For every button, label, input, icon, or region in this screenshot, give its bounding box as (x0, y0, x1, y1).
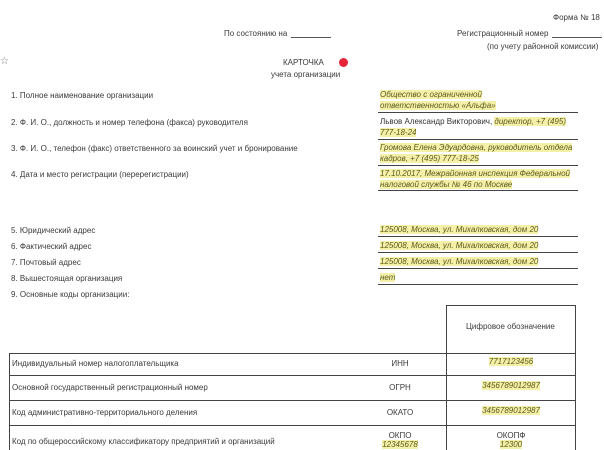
field-3-value-line2: кадров, +7 (495) 777-18-25 (380, 154, 479, 163)
field-3-value-line1: Громова Елена Эдуардовна, руководитель отдела (380, 143, 573, 152)
codes-row-code: ИНН (391, 359, 409, 368)
field-7-underline (378, 268, 578, 269)
field-1-underline (378, 112, 578, 113)
codes-row-code: ОГРН (389, 383, 411, 392)
card-subtitle: учета организации (271, 70, 341, 79)
codes-row-code2: ОКОПФ (496, 431, 526, 440)
field-8-underline (378, 284, 578, 285)
table-border (9, 353, 575, 354)
codes-row-value2-text: 12300 (499, 440, 523, 449)
codes-row-name: Индивидуальный номер налогоплательщика (12, 359, 179, 368)
as-of-label: По состоянию на (224, 29, 288, 38)
red-dot-marker (339, 58, 348, 67)
field-8-value (380, 272, 395, 283)
codes-row-value (447, 357, 575, 366)
table-border (9, 353, 10, 450)
card-title: КАРТОЧКА (283, 58, 324, 67)
field-1-value-line1: Общество с ограниченной (380, 90, 482, 99)
field-1-value-line2: ответственностью «Альфа» (380, 101, 496, 110)
table-border (446, 305, 447, 450)
field-5-value-line1: 125008, Москва, ул. Михалковская, дом 20 (380, 225, 539, 234)
reg-number-blank (552, 37, 602, 38)
codes-row-name: Код по общероссийскому классификатору предприятий и организаций (12, 437, 275, 446)
table-border (9, 425, 575, 426)
field-2-value-line2: 777-18-24 (380, 128, 417, 137)
field-7-value-line1: 125008, Москва, ул. Михалковская, дом 20 (380, 257, 539, 266)
reg-number-label: Регистрационный номер (457, 29, 549, 38)
table-border (446, 305, 575, 306)
field-6-underline (378, 252, 578, 253)
field-3-underline (378, 165, 578, 166)
field-8-value-line1: нет (380, 273, 396, 282)
field-6-value (380, 240, 538, 251)
star-icon: ☆ (0, 56, 9, 67)
field-7-value (380, 256, 538, 267)
field-2-value (380, 116, 566, 138)
codes-row-value-text: 12345678 (382, 440, 418, 449)
field-2-value-plain: Львов Александр Викторович, (380, 117, 493, 126)
codes-row-value2 (447, 440, 575, 449)
codes-row-value-text: 7717123456 (488, 357, 534, 366)
field-1-value (380, 89, 496, 111)
field-2-label: 2. Ф. И. О., должность и номер телефона (факса) руководителя (11, 118, 248, 127)
codes-table-header: Цифровое обозначение (466, 322, 555, 331)
field-6-value-line1: 125008, Москва, ул. Михалковская, дом 20 (380, 241, 539, 250)
codes-row-value (447, 381, 575, 390)
codes-row-name: Код административно-территориального деления (12, 408, 198, 417)
field-4-label: 4. Дата и место регистрации (перерегистрации) (11, 170, 189, 179)
codes-row-code: ОКАТО (386, 408, 414, 417)
codes-row-code: ОКПО (388, 431, 412, 440)
field-7-label: 7. Почтовый адрес (11, 258, 81, 267)
table-border (575, 305, 576, 450)
field-2-underline (378, 139, 578, 140)
field-4-underline (378, 190, 578, 191)
as-of-blank (291, 37, 331, 38)
field-6-label: 6. Фактический адрес (11, 242, 92, 251)
codes-row-value-text: 3456789012987 (482, 381, 540, 390)
field-3-label: 3. Ф. И. О., телефон (факс) ответственного за воинский учет и бронирование (11, 144, 298, 153)
codes-row-name: Основной государственный регистрационный номер (12, 383, 208, 392)
codes-row-value (360, 440, 440, 449)
field-8-label: 8. Вышестоящая организация (11, 274, 123, 283)
field-5-value (380, 224, 538, 235)
field-3-value (380, 142, 572, 164)
reg-number-sublabel: (по учету районной комиссии) (487, 42, 599, 51)
table-border (9, 375, 575, 376)
field-5-label: 5. Юридический адрес (11, 226, 96, 235)
field-1-label: 1. Полное наименование организации (11, 91, 154, 100)
field-4-value (380, 168, 570, 190)
field-4-value-line1: 17.10.2017, Межрайонная инспекция Федеральной (380, 169, 570, 178)
table-border (9, 400, 575, 401)
codes-row-value-text: 3456789012987 (482, 406, 540, 415)
codes-row-value (447, 406, 575, 415)
field-9-label: 9. Основные коды организации: (11, 290, 130, 299)
field-2-value-line1: директор, +7 (495) (494, 117, 566, 126)
field-5-underline (378, 236, 578, 237)
form-number: Форма № 18 (553, 13, 600, 22)
field-4-value-line2: налоговой службы № 46 по Москве (380, 180, 513, 189)
